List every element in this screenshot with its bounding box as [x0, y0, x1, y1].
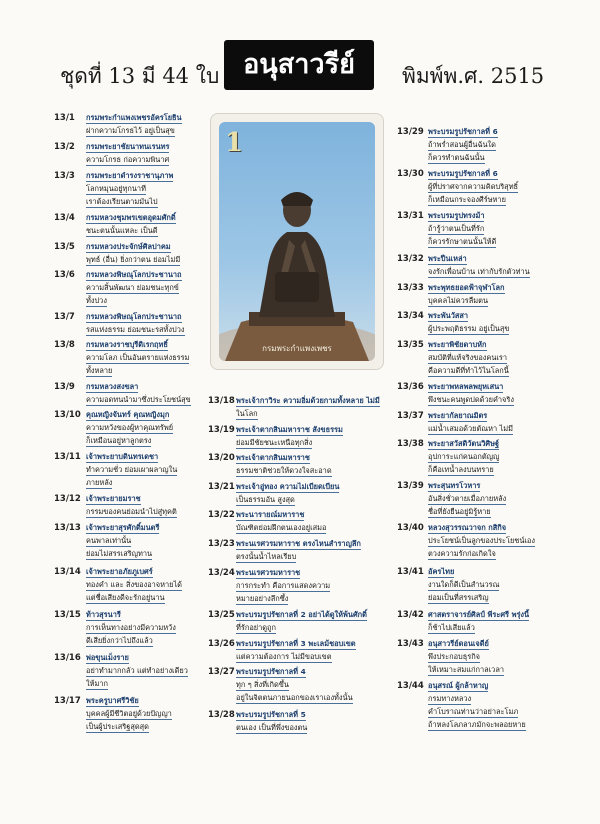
card-number: 1: [225, 128, 244, 158]
monument-card: [210, 113, 384, 370]
card-photo: [219, 122, 375, 361]
print-year: พิมพ์พ.ศ. 2515: [402, 64, 545, 88]
set-info: ชุดที่ 13 มี 44 ใบ: [60, 64, 220, 88]
page-title: อนุสาวรีย์: [224, 40, 374, 90]
card-caption: กรมพระกำแพงเพชร: [262, 344, 332, 353]
